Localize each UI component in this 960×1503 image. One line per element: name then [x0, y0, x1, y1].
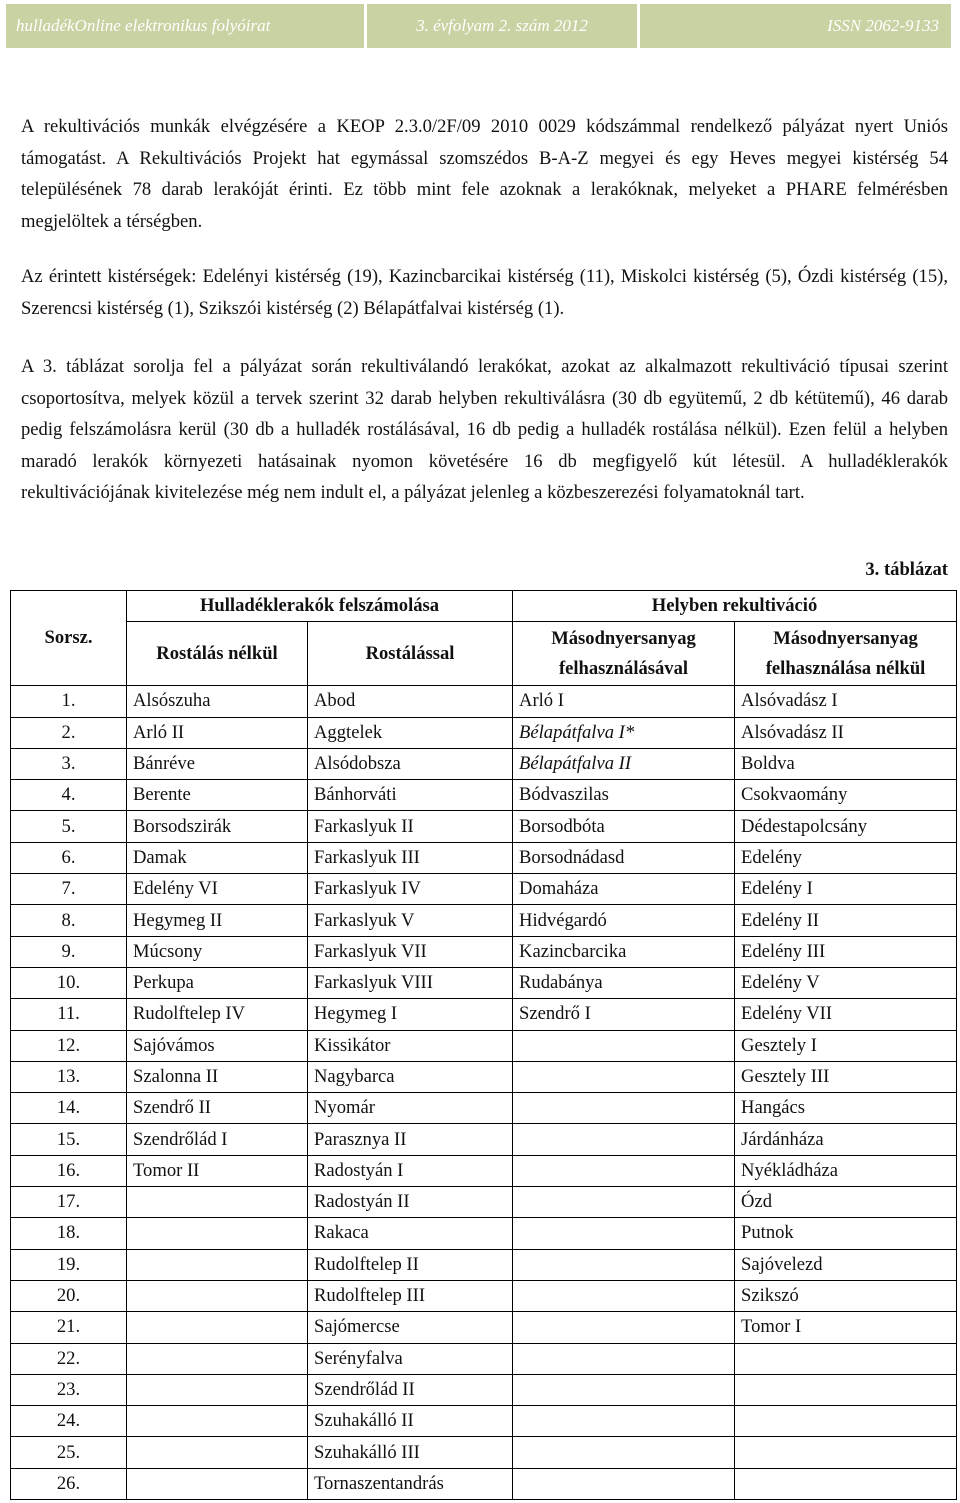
table-cell: [513, 1124, 735, 1155]
table-cell: [513, 1280, 735, 1311]
table-cell: [513, 1437, 735, 1468]
table-cell: [513, 1218, 735, 1249]
table-cell: Sajóvámos: [127, 1030, 308, 1061]
table-row: [11, 1374, 957, 1405]
row-number-cell: 17.: [11, 1187, 127, 1218]
table-cell: [513, 1093, 735, 1124]
table-cell: [513, 1406, 735, 1437]
row-number-cell: 2.: [11, 717, 127, 748]
table-cell: Rakaca: [308, 1218, 513, 1249]
table-cell: Edelény: [735, 842, 957, 873]
table-row: [11, 1468, 957, 1499]
table-cell: [735, 1406, 957, 1437]
table-cell: Borsodnádasd: [513, 842, 735, 873]
header-masodnyersanyag-without-line1: Másodnyersanyag: [773, 627, 918, 649]
table-row: [11, 1155, 957, 1186]
table-cell: Alsódobsza: [308, 748, 513, 779]
table-cell: [735, 1374, 957, 1405]
header-masodnyersanyag-without-line2: felhasználása nélkül: [765, 657, 926, 679]
row-number-cell: 13.: [11, 1061, 127, 1092]
row-number-cell: 20.: [11, 1280, 127, 1311]
table-row: [11, 842, 957, 873]
row-number-cell: 9.: [11, 936, 127, 967]
table-cell: [127, 1187, 308, 1218]
table-cell: Gesztely I: [735, 1030, 957, 1061]
row-number-cell: 23.: [11, 1374, 127, 1405]
table-cell: Arló I: [513, 686, 735, 717]
table-cell: Edelény III: [735, 936, 957, 967]
table-cell: Abod: [308, 686, 513, 717]
table-row: [11, 905, 957, 936]
table-cell: Rudolftelep IV: [127, 999, 308, 1030]
table-cell: Szuhakálló III: [308, 1437, 513, 1468]
table-cell: [127, 1249, 308, 1280]
table-cell: Kissikátor: [308, 1030, 513, 1061]
landfill-table: [10, 590, 957, 1500]
table-cell: Szikszó: [735, 1280, 957, 1311]
table-row: [11, 1187, 957, 1218]
row-number-cell: 4.: [11, 780, 127, 811]
header-masodnyersanyag-without: [735, 622, 957, 686]
table-cell: Alsóvadász II: [735, 717, 957, 748]
row-number-cell: 16.: [11, 1155, 127, 1186]
header-masodnyersanyag-with: [513, 622, 735, 686]
table-cell: Borsodszirák: [127, 811, 308, 842]
table-cell: Alsószuha: [127, 686, 308, 717]
table-cell: [735, 1468, 957, 1499]
table-cell: Szalonna II: [127, 1061, 308, 1092]
table-cell: [513, 1374, 735, 1405]
table-cell: [735, 1437, 957, 1468]
table-cell: Edelény I: [735, 874, 957, 905]
table-cell: Tomor II: [127, 1155, 308, 1186]
table-cell: Ózd: [735, 1187, 957, 1218]
table-cell: Rudabánya: [513, 967, 735, 998]
journal-title: hulladékOnline elektronikus folyóirat: [6, 4, 364, 48]
table-cell: Dédestapolcsány: [735, 811, 957, 842]
table-cell: Perkupa: [127, 967, 308, 998]
paragraph-table-intro: A 3. táblázat sorolja fel a pályázat során rekultiválandó lerakókat, azokat az alkalmazott rekultiváció típusai szerint csoportosítva, melyek közül a tervek szerint 32 darab helyben rekultiválásra (30 db együtemű, 2 db kétütemű), 46 darab pedig felszámolásra kerül (30 db a hulladék rostálásával, 16 db pedig a hulladék rostálása nélkül). Ezen felül a helyben maradó lerakók környezeti hatásainak nyomon követésére 16 db megfigyelő kút létesül. A hulladéklerakók rekultivációjának kivitelezése még nem indult el, a pályázat jelenleg a közbeszerezési folyamatoknál tart.: [21, 356, 948, 503]
table-row: [11, 1312, 957, 1343]
table-row: [11, 1124, 957, 1155]
table-row: [11, 780, 957, 811]
table-cell: Sajómercse: [308, 1312, 513, 1343]
table-cell: [513, 1155, 735, 1186]
row-number-cell: 25.: [11, 1437, 127, 1468]
table-caption: 3. táblázat: [865, 559, 948, 580]
table-row: [11, 1280, 957, 1311]
row-number-cell: 18.: [11, 1218, 127, 1249]
table-cell: Boldva: [735, 748, 957, 779]
row-number-cell: 11.: [11, 999, 127, 1030]
table-cell: [513, 1312, 735, 1343]
row-number-cell: 10.: [11, 967, 127, 998]
table-cell: Hangács: [735, 1093, 957, 1124]
table-cell: [127, 1218, 308, 1249]
row-number-cell: 14.: [11, 1093, 127, 1124]
row-number-cell: 8.: [11, 905, 127, 936]
journal-issue: 3. évfolyam 2. szám 2012: [367, 4, 637, 48]
table-cell: Csokvaomány: [735, 780, 957, 811]
table-cell: Szendrőlád I: [127, 1124, 308, 1155]
table-row: [11, 967, 957, 998]
header-masodnyersanyag-with-line1: Másodnyersanyag: [551, 627, 696, 649]
table-cell: Radostyán I: [308, 1155, 513, 1186]
table-cell: Damak: [127, 842, 308, 873]
header-masodnyersanyag-with-line2: felhasználásával: [558, 657, 689, 679]
table-cell: [513, 1061, 735, 1092]
table-cell: Edelény VII: [735, 999, 957, 1030]
table-cell: Farkaslyuk VII: [308, 936, 513, 967]
row-number-cell: 12.: [11, 1030, 127, 1061]
table-cell: Járdánháza: [735, 1124, 957, 1155]
table-cell: Arló II: [127, 717, 308, 748]
table-row: [11, 811, 957, 842]
table-row: [11, 1406, 957, 1437]
table-cell: Farkaslyuk IV: [308, 874, 513, 905]
table-cell: Berente: [127, 780, 308, 811]
journal-issn: ISSN 2062-9133: [640, 4, 951, 48]
row-number-cell: 24.: [11, 1406, 127, 1437]
table-cell: Bánhorváti: [308, 780, 513, 811]
table-cell: Aggtelek: [308, 717, 513, 748]
table-cell: [127, 1406, 308, 1437]
table-cell: [127, 1468, 308, 1499]
table-cell: Bélapátfalva II: [513, 748, 735, 779]
table-cell: Hidvégardó: [513, 905, 735, 936]
table-row: [11, 748, 957, 779]
table-cell: Szuhakálló II: [308, 1406, 513, 1437]
table-row: [11, 1061, 957, 1092]
table-cell: Bélapátfalva I*: [513, 717, 735, 748]
header-rostalassal: Rostálással: [308, 622, 513, 686]
table-cell: Putnok: [735, 1218, 957, 1249]
table-cell: Sajóvelezd: [735, 1249, 957, 1280]
row-number-cell: 3.: [11, 748, 127, 779]
row-number-cell: 26.: [11, 1468, 127, 1499]
table-cell: [513, 1187, 735, 1218]
table-cell: Alsóvadász I: [735, 686, 957, 717]
table-cell: [513, 1249, 735, 1280]
row-number-cell: 19.: [11, 1249, 127, 1280]
table-cell: Múcsony: [127, 936, 308, 967]
table-row: [11, 1030, 957, 1061]
table-cell: [513, 1468, 735, 1499]
table-cell: [127, 1280, 308, 1311]
table-cell: Szendrő II: [127, 1093, 308, 1124]
table-cell: [127, 1343, 308, 1374]
table-cell: Bánréve: [127, 748, 308, 779]
table-cell: Edelény II: [735, 905, 957, 936]
paragraph-funding: A rekultivációs munkák elvégzésére a KEOP 2.3.0/2F/09 2010 0029 kódszámmal rendelkező pályázat nyert Uniós támogatást. A Rekultivációs Projekt hat egymással szomszédos B-A-Z megyei és egy Heves megyei kistérség 54 településének 78 darab lerakóját érinti. Ez több mint fele azoknak a lerakóknak, melyeket a PHARE felmérésben megjelöltek a térségben.: [21, 116, 948, 232]
table-cell: Gesztely III: [735, 1061, 957, 1092]
table-row: [11, 999, 957, 1030]
header-group-helyben: Helyben rekultiváció: [513, 591, 957, 622]
table-cell: Borsodbóta: [513, 811, 735, 842]
table-cell: Farkaslyuk V: [308, 905, 513, 936]
table-cell: Nyomár: [308, 1093, 513, 1124]
table-cell: Farkaslyuk III: [308, 842, 513, 873]
row-number-cell: 15.: [11, 1124, 127, 1155]
table-cell: Domaháza: [513, 874, 735, 905]
table-cell: Bódvaszilas: [513, 780, 735, 811]
table-cell: Szendrő I: [513, 999, 735, 1030]
table-cell: Rudolftelep III: [308, 1280, 513, 1311]
table-cell: Radostyán II: [308, 1187, 513, 1218]
table-cell: [127, 1312, 308, 1343]
paragraph-regions: Az érintett kistérségek: Edelényi kistérség (19), Kazincbarcikai kistérség (11), Miskolci kistérség (5), Ózdi kistérség (15), Szerencsi kistérség (1), Szikszói kistérség (2) Bélapátfalvai kistérség (1).: [21, 266, 948, 319]
header-sorsz: Sorsz.: [11, 591, 127, 686]
row-number-cell: 22.: [11, 1343, 127, 1374]
table-row: [11, 1437, 957, 1468]
row-number-cell: 7.: [11, 874, 127, 905]
table-cell: Edelény V: [735, 967, 957, 998]
table-cell: Tornaszentandrás: [308, 1468, 513, 1499]
table-row: [11, 936, 957, 967]
table-row: [11, 686, 957, 717]
row-number-cell: 6.: [11, 842, 127, 873]
table-cell: Hegymeg II: [127, 905, 308, 936]
table-row: [11, 1343, 957, 1374]
table-cell: Szendrőlád II: [308, 1374, 513, 1405]
table-cell: Farkaslyuk II: [308, 811, 513, 842]
table-cell: [127, 1437, 308, 1468]
table-cell: Nagybarca: [308, 1061, 513, 1092]
table-cell: Hegymeg I: [308, 999, 513, 1030]
table-cell: [127, 1374, 308, 1405]
row-number-cell: 1.: [11, 686, 127, 717]
header-group-felszamolas: Hulladéklerakók felszámolása: [127, 591, 513, 622]
table-row: [11, 1093, 957, 1124]
table-cell: Parasznya II: [308, 1124, 513, 1155]
table-row: [11, 1218, 957, 1249]
table-cell: Tomor I: [735, 1312, 957, 1343]
table-cell: [513, 1030, 735, 1061]
table-cell: Serényfalva: [308, 1343, 513, 1374]
table-cell: Nyékládháza: [735, 1155, 957, 1186]
table-row: [11, 1249, 957, 1280]
row-number-cell: 21.: [11, 1312, 127, 1343]
table-row: [11, 717, 957, 748]
table-row: [11, 874, 957, 905]
header-rostalas-nelkul: Rostálás nélkül: [127, 622, 308, 686]
table-cell: [735, 1343, 957, 1374]
table-cell: Rudolftelep II: [308, 1249, 513, 1280]
table-cell: [513, 1343, 735, 1374]
table-body: [11, 686, 957, 1500]
table-cell: Farkaslyuk VIII: [308, 967, 513, 998]
table-cell: Edelény VI: [127, 874, 308, 905]
journal-header: [6, 4, 951, 48]
table-cell: Kazincbarcika: [513, 936, 735, 967]
row-number-cell: 5.: [11, 811, 127, 842]
